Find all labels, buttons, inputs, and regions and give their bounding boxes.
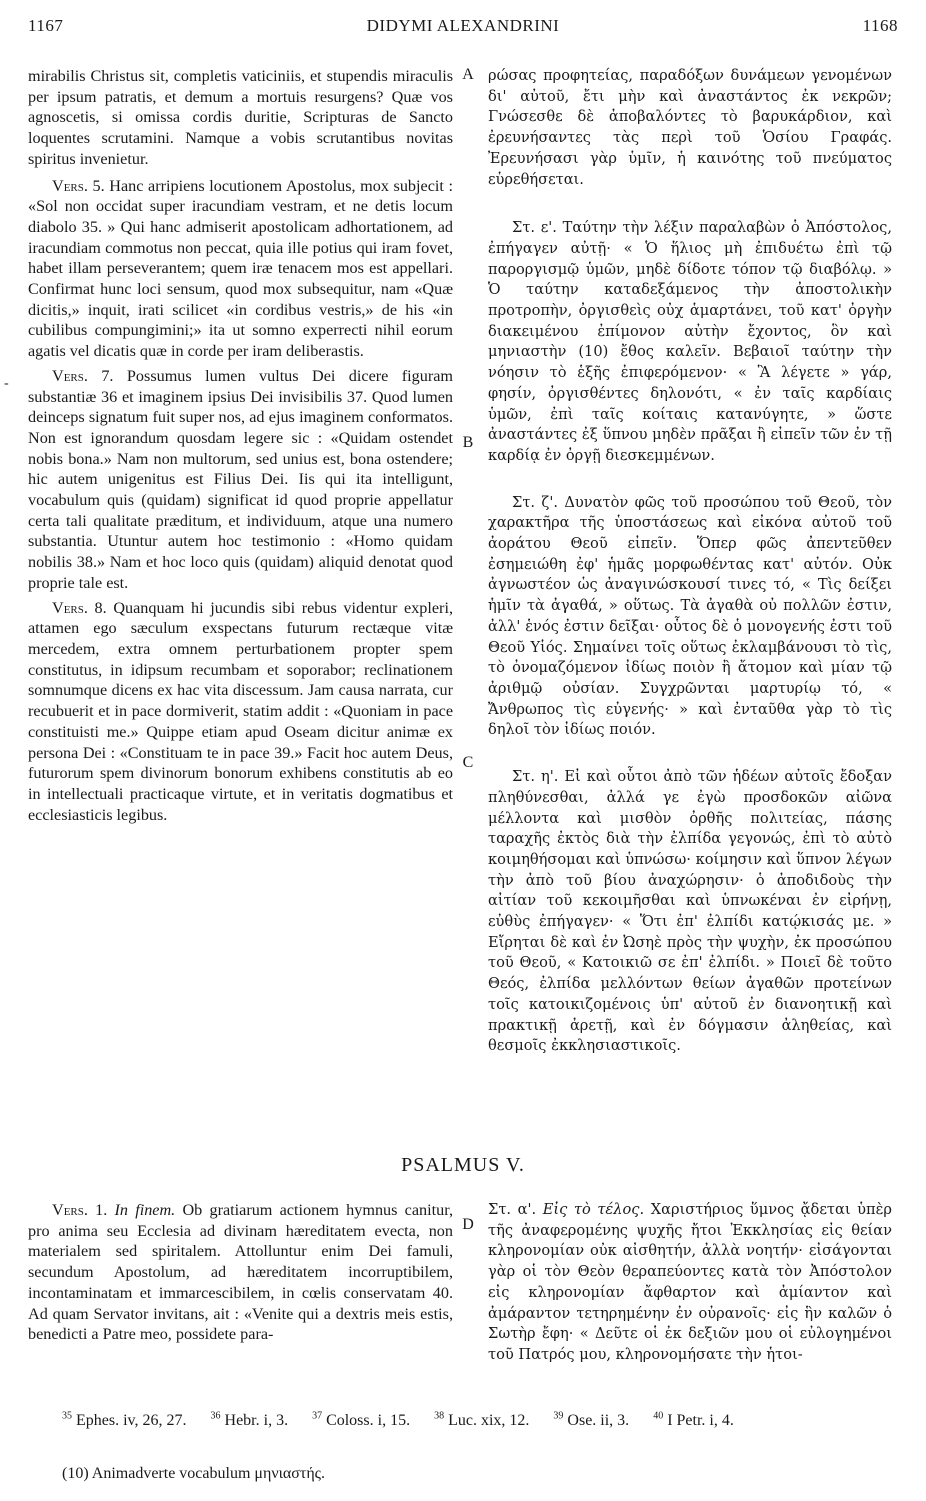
footnote: $^{39}$ Ose. ii, 3. [553,1411,630,1430]
latin-column-lower [28,1200,453,1345]
running-header [28,16,898,42]
column-marker-a: A [462,66,474,83]
left-page-number: 1167 [28,16,64,35]
verse-label: Vers. 1. [52,1201,108,1219]
greek-paragraph-st-1 [488,1200,892,1366]
greek-text: Χαριστήριος ὕμνος ᾄδεται ὑπὲρ τῆς ἀναφερομένης ψυχῆς ἤτοι Ἐκκλησίας εἰς θείαν κληρονομίαν οὐκ αἰσθητήν, ἀλλὰ νοητήν· εἰσάγονται γὰρ οἱ τὸν Θεὸν θεραπεύοντες κατὰ τὸν Ἀπόστολον εἰς κληρονομίαν ἄφθαρτον καὶ ἀμίαντον καὶ ἀμάραντον τετηρημένην ἐν οὐρανοῖς· εἰς ἣν καλῶν ὁ Σωτὴρ ἔφη· « Δεῦτε οἱ ἐκ δεξιῶν μου οἱ εὐλογημένοι τοῦ Πατρός μου, κληρονομήσατε τὴν ἡτοι- [488,1201,893,1363]
greek-paragraph: ρώσας προφητείας, παραδόξων δυνάμεων γενομένων δι' αὐτοῦ, ἔτι μὴν καὶ ἀναστάντος ἐκ νεκρῶν; Γνώσεσθε δὲ ἀποβαλόντες τὸ βαρυκάρδιον, καὶ ἐρευνήσαντες τὰς περὶ τοῦ Ὁσίου Γραφάς. Ἐρευνήσασι γὰρ ὑμῖν, ἡ καινότης τοῦ πνεύματος εὑρεθήσεται. [488,67,892,188]
right-page-number: 1168 [862,16,898,35]
latin-text: Hanc arripiens locutionem Apostolus, mox subjecit : «Sol non occidat super iracundiam vestram, et ne detis locum diabolo 35. » Qui hanc admiserit apostolicam adhortationem, ad iracundiam commotus non peccat, quia ille potius qui iram fovet, habet illam perseverantem; quem iræ tenacem mos est appellari. Confirmat hunc loci sensum, quod mox subsequitur, nam «Quæ dicitis,» inquit, irati scilicet «in cordibus vestris,» de his «in cubilibus compungimini;» ita ut somno experrecti nihil eorum agatis vel dicatis quæ in corde per iram deliberastis. [28,176,453,361]
verse-label: Στ. ζ'. [512,493,558,511]
footnote: $^{37}$ Coloss. i, 15. [312,1411,411,1430]
latin-column-upper [28,66,453,825]
latin-paragraph-vers-7 [28,366,453,594]
column-marker-c: C [462,754,474,771]
editorial-annotation: (10) Animadverte vocabulum μηνιαστής. [62,1465,326,1482]
latin-paragraph-vers-1 [28,1200,453,1345]
greek-paragraph-st-5 [488,218,892,466]
margin-mark: - [4,376,9,391]
latin-paragraph-vers-5 [28,176,453,362]
greek-text: Ταύτην τὴν λέξιν παραλαβὼν ὁ Ἀπόστολος, ἐπήγαγεν αὐτῇ· « Ὁ ἥλιος μὴ ἐπιδυέτω ἐπὶ τῷ παροργισμῷ ὑμῶν, μηδὲ δίδοτε τόπον τῷ διαβόλῳ. » Ὁ ταύτην καταδεξάμενος τὴν ἀποστολικὴν προτροπὴν, ὀργισθεὶς οὐχ ἁμαρτάνει, τοῦ κατ' ὀργὴν διακειμένου ἐπίμονον αὐτὴν ἔχοντος, ὃν καὶ μηνιαστὴν (10) ἔθος καλεῖν. Βεβαιοῖ ταύτην τὴν νόησιν τὸ ἑξῆς ἐπιφερόμενον· « Ἃ λέγετε » γάρ, φησίν, ὀργισθέντες δηλονότι, « ἐν ταῖς καρδίαις ὑμῶν, ἐπὶ ταῖς κοίταις κατανύγητε, » ὥστε ἀναστάντες ἐξ ὕπνου μηδὲν πρᾶξαι ἢ εἰπεῖν τῶν ἐν τῇ καρδίᾳ ἐν ὀργῇ διεσκεμμένων. [488,219,892,464]
greek-paragraph-st-7 [488,493,892,741]
latin-paragraph: mirabilis Christus sit, completis vaticiniis, et stupendis miraculis per ipsum patratis, et demum a mortuis resurgens? Quæ vos agnoscetis, si omissa cordis duritie, Scripturas de Sancto loquentes scrutamini. Namque a vobis scrutantibus novitas spiritus invenietur. [28,67,453,168]
greek-text: Δυνατὸν φῶς τοῦ προσώπου τοῦ Θεοῦ, τὸν χαρακτῆρα τῆς ὑποστάσεως καὶ εἰκόνα αὐτοῦ τοῦ ἀοράτου Θεοῦ εἰπεῖν. Ὅπερ φῶς ἀπεντεῦθεν ἐσημειώθη ἐφ' ἡμᾶς μορφωθέντας κατ' αὐτόν. Οὐκ ἀγνωστέον ὡς ἀναγινώσκουσί τινες τό, « Τὶς δείξει ἡμῖν τὰ ἀγαθά, » οὕτως. Τὰ ἀγαθὰ οὐ πολλῶν ἐστιν, ἀλλ' ἑνός ἐστιν δεῖξαι· οὗτος δὲ ὁ μονογενής ἐστι τοῦ Θεοῦ Υἱός. Σημαίνει τοῖς οὕτως ἐκλαμβάνουσι τὸ τὶς, τὸ ὀνομαζόμενον ἰδίως ποιὸν ἢ ἄτομον καὶ μίαν τῷ ἀριθμῷ οὐσίαν. Συγχρῶνται μαρτυρίῳ τό, « Ἄνθρωπος τὶς εὐγενής· » καὶ ἐνταῦθα γὰρ τὸ τὶς δηλοῖ τὸν ἰδίως ποιόν. [488,493,892,739]
latin-text: Ob gratiarum actionem hymnus canitur, pro anima seu Ecclesia ad divinam hæreditatem evecta, non materialem sed spiritalem. Attolluntur enim Dei famuli, secundum Apostolum, ad hæreditatem incorruptibilem, incontaminatam et immarcescibilem, in cœlis conservatam 40. Ad quam Servator invitans, ait : «Venite qui a dextris meis estis, benedicti a Patre meo, possidete para- [28,1201,454,1344]
greek-text: Εἰ καὶ οὗτοι ἀπὸ τῶν ἡδέων αὐτοῖς ἔδοξαν πληθύνεσθαι, ἀλλά γε ἐγὼ προσδοκῶν αἰῶνα μέλλοντα καὶ μισθὸν ὀρθῆς πολιτείας, πάσης ταραχῆς ἐκτὸς διὰ τὴν ἐλπίδα γεγονώς, ἐπὶ τὸ αὐτὸ κοιμηθήσομαι καὶ ὑπνώσω· κοίμησιν καὶ ὕπνον λέγων τὴν ἀπὸ τοῦ βίου ἀναχώρησιν· ὁ ἀποδιδοὺς τὴν αἰτίαν τοῦ κεκοιμῆσθαι καὶ ὑπνωκέναι ἐν εἰρήνῃ, εὐθὺς ἐπήγαγεν· « Ὅτι ἐπ' ἐλπίδι κατῴκισάς με. » Εἴρηται δὲ καὶ ἐν Ὠσηὲ πρὸς τὴν ψυχὴν, ἐκ προσώπου τοῦ Θεοῦ, « Κατοικιῶ σε ἐπ' ἐλπίδι. » Ποιεῖ δὲ τοῦτο Θεός, ἐλπίδα μελλόντων θείων ἀγαθῶν προτείνων τοῖς κατοικιζομένοις ὑπ' αὐτοῦ ἐν διανοητικῇ καὶ πρακτικῇ ἀρετῇ, καὶ ἐν δόγμασιν ἀληθείας, καὶ θεσμοῖς ἐκκλησιαστικοῖς. [488,768,892,1055]
verse-label: Vers. 5. [52,176,105,195]
latin-text: Quanquam hi jucundis sibi rebus videntur expleri, attamen ego sæculum exspectans futurum rectæque vitæ mercedem, extra omnem perturbationem propter spem constitutus, in idipsum recumbam et soporabor; reclinationem somnumque dicens ex hac vita discessum. Jam causa narrata, cur recubuerit et in pace dormiverit, statim addit : «Quoniam in pace constituisti me.» Quippe etiam apud Oseam dicitur animæ ex persona Dei : «Constituam te in pace 39.» Facit hoc autem Deus, futurorum spem divinorum bonorum exhibens constitutis ab eo in intellectuali practicaque virtute, et in veritatis dogmatibus et ecclesiasticis legibus. [28,598,453,824]
section-title: PSALMUS V. [401,1154,525,1176]
greek-column-lower [488,1200,892,1366]
latin-text: Possumus lumen vultus Dei dicere figuram substantiæ 36 et imaginem ipsius Dei invisibilis 37. Quod lumen deinceps signatum fuit super nos, ad ejus imaginem conformatos. Non est ignorandum quosdam legere sic : «Quidam ostendet nobis bona.» Nam non multorum, sed unius est, bona ostendere; hic autem unigenitus est Filius Dei. Iis qui ita intelligunt, vocabulum quis (quidam) significat id quod proprie appellatur certa tali qualitate præditum, et individuum, atque una numero substantia. Utuntur autem hoc testimonio : «Homo quidam nobilis 38.» Nam et hoc loco quis (quidam) aliquid denotat quod proprie tale est. [28,366,454,592]
latin-paragraph-vers-8 [28,598,453,826]
greek-column-upper [488,66,892,1057]
verse-label: Vers. 8. [52,598,107,617]
lemma: Εἰς τὸ τέλος. [542,1201,645,1218]
footnote: $^{36}$ Hebr. i, 3. [210,1411,289,1430]
verse-label: Στ. η'. [512,768,559,786]
lemma: In finem. [114,1201,176,1219]
column-marker-b: B [462,434,474,451]
verse-label: Vers. 7. [52,366,114,385]
footnote: $^{38}$ Luc. xix, 12. [434,1411,530,1430]
verse-label: Στ. α'. [488,1201,537,1218]
footnotes [62,1411,898,1430]
greek-paragraph-st-8 [488,767,892,1057]
running-title: DIDYMI ALEXANDRINI [366,16,560,35]
verse-label: Στ. ε'. [512,219,557,237]
column-marker-d: D [462,1216,474,1233]
footnote: $^{40}$ I Petr. i, 4. [653,1411,734,1430]
footnote: $^{35}$ Ephes. iv, 26, 27. [62,1411,187,1430]
